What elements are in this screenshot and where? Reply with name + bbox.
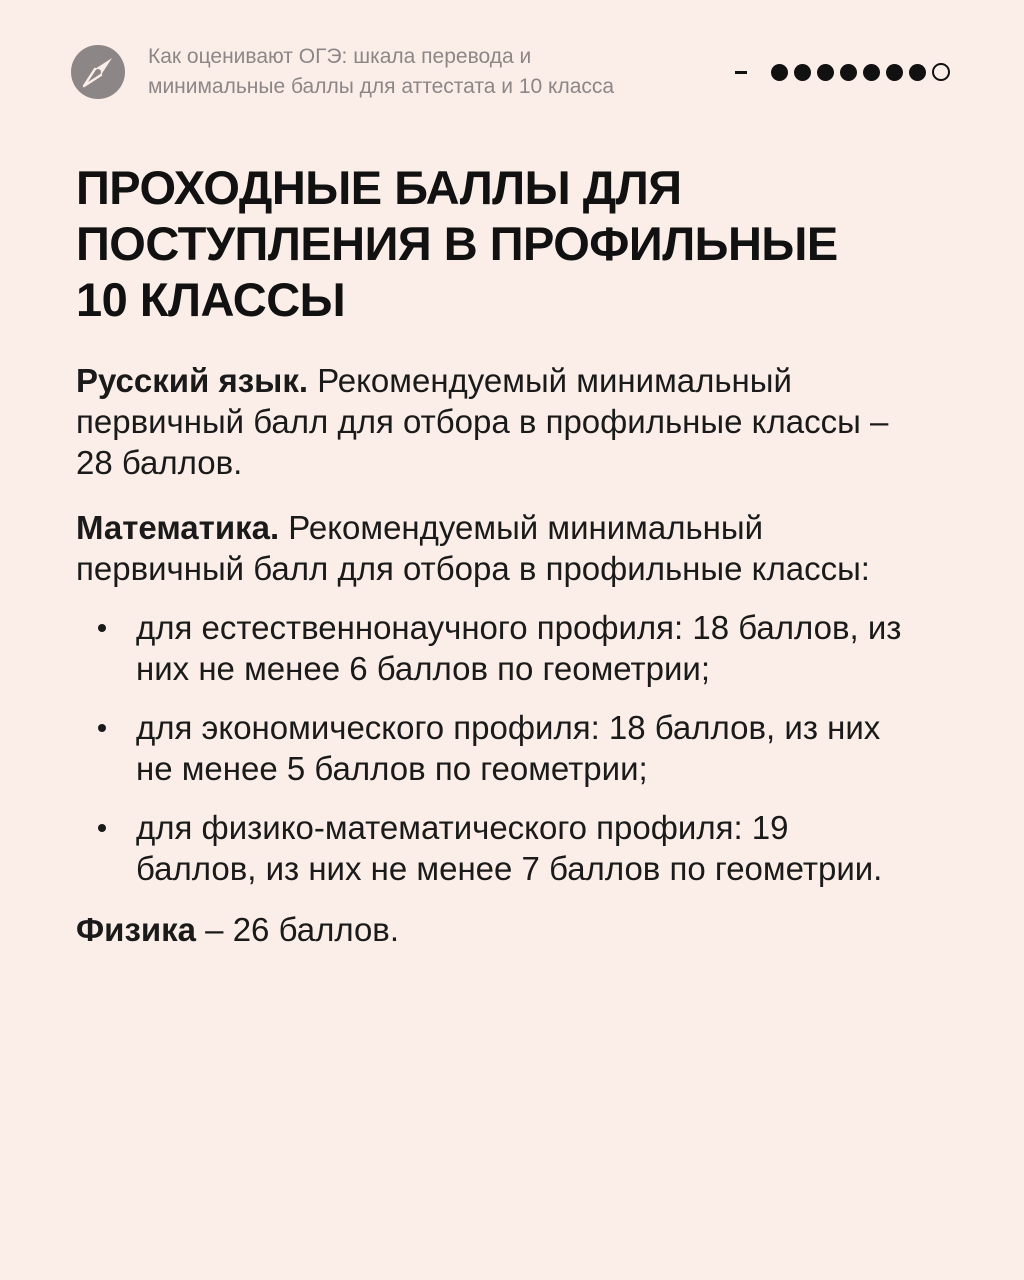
progress-dot-filled (909, 64, 926, 81)
progress-dot-filled (863, 64, 880, 81)
compass-icon (70, 44, 126, 100)
header-subtitle-line1: Как оценивают ОГЭ: шкала перевода и (148, 45, 532, 68)
math-profile-list (76, 607, 906, 889)
math-label: Математика. (76, 509, 280, 546)
page-title (76, 160, 956, 328)
header-subtitle-line2: минимальные баллы для аттестата и 10 класса (148, 75, 615, 98)
bullet-icon (98, 624, 106, 632)
math-paragraph (76, 507, 906, 589)
title-line3: 10 КЛАССЫ (76, 273, 346, 326)
list-item (76, 807, 906, 889)
title-line1: ПРОХОДНЫЕ БАЛЛЫ ДЛЯ (76, 161, 682, 214)
progress-dot-filled (771, 64, 788, 81)
progress-dash (735, 71, 747, 74)
progress-dot-filled (794, 64, 811, 81)
list-item-text: для естественнонаучного профиля: 18 баллов, из них не менее 6 баллов по геометрии; (136, 609, 902, 687)
main-content (76, 360, 906, 974)
math-text: Рекомендуемый минимальный первичный балл для отбора в профильные классы: (76, 509, 870, 587)
list-item-text: для физико-математического профиля: 19 баллов, из них не менее 7 баллов по геометрии. (136, 809, 883, 887)
russian-label: Русский язык. (76, 362, 309, 399)
header (70, 40, 960, 104)
progress-dot-filled (840, 64, 857, 81)
slide-progress-indicator (735, 63, 950, 81)
header-subtitle (148, 42, 708, 102)
physics-paragraph (76, 909, 906, 950)
russian-text: Рекомендуемый минимальный первичный балл для отбора в профильные классы – 28 баллов. (76, 362, 889, 481)
physics-label: Физика (76, 911, 197, 948)
list-item-text: для экономического профиля: 18 баллов, из них не менее 5 баллов по геометрии; (136, 709, 881, 787)
progress-dot-filled (817, 64, 834, 81)
bullet-icon (98, 824, 106, 832)
physics-text: – 26 баллов. (196, 911, 400, 948)
list-item (76, 607, 906, 689)
list-item (76, 707, 906, 789)
progress-dot-empty (932, 63, 950, 81)
russian-paragraph (76, 360, 906, 483)
bullet-icon (98, 724, 106, 732)
progress-dot-filled (886, 64, 903, 81)
title-line2: ПОСТУПЛЕНИЯ В ПРОФИЛЬНЫЕ (76, 217, 838, 270)
